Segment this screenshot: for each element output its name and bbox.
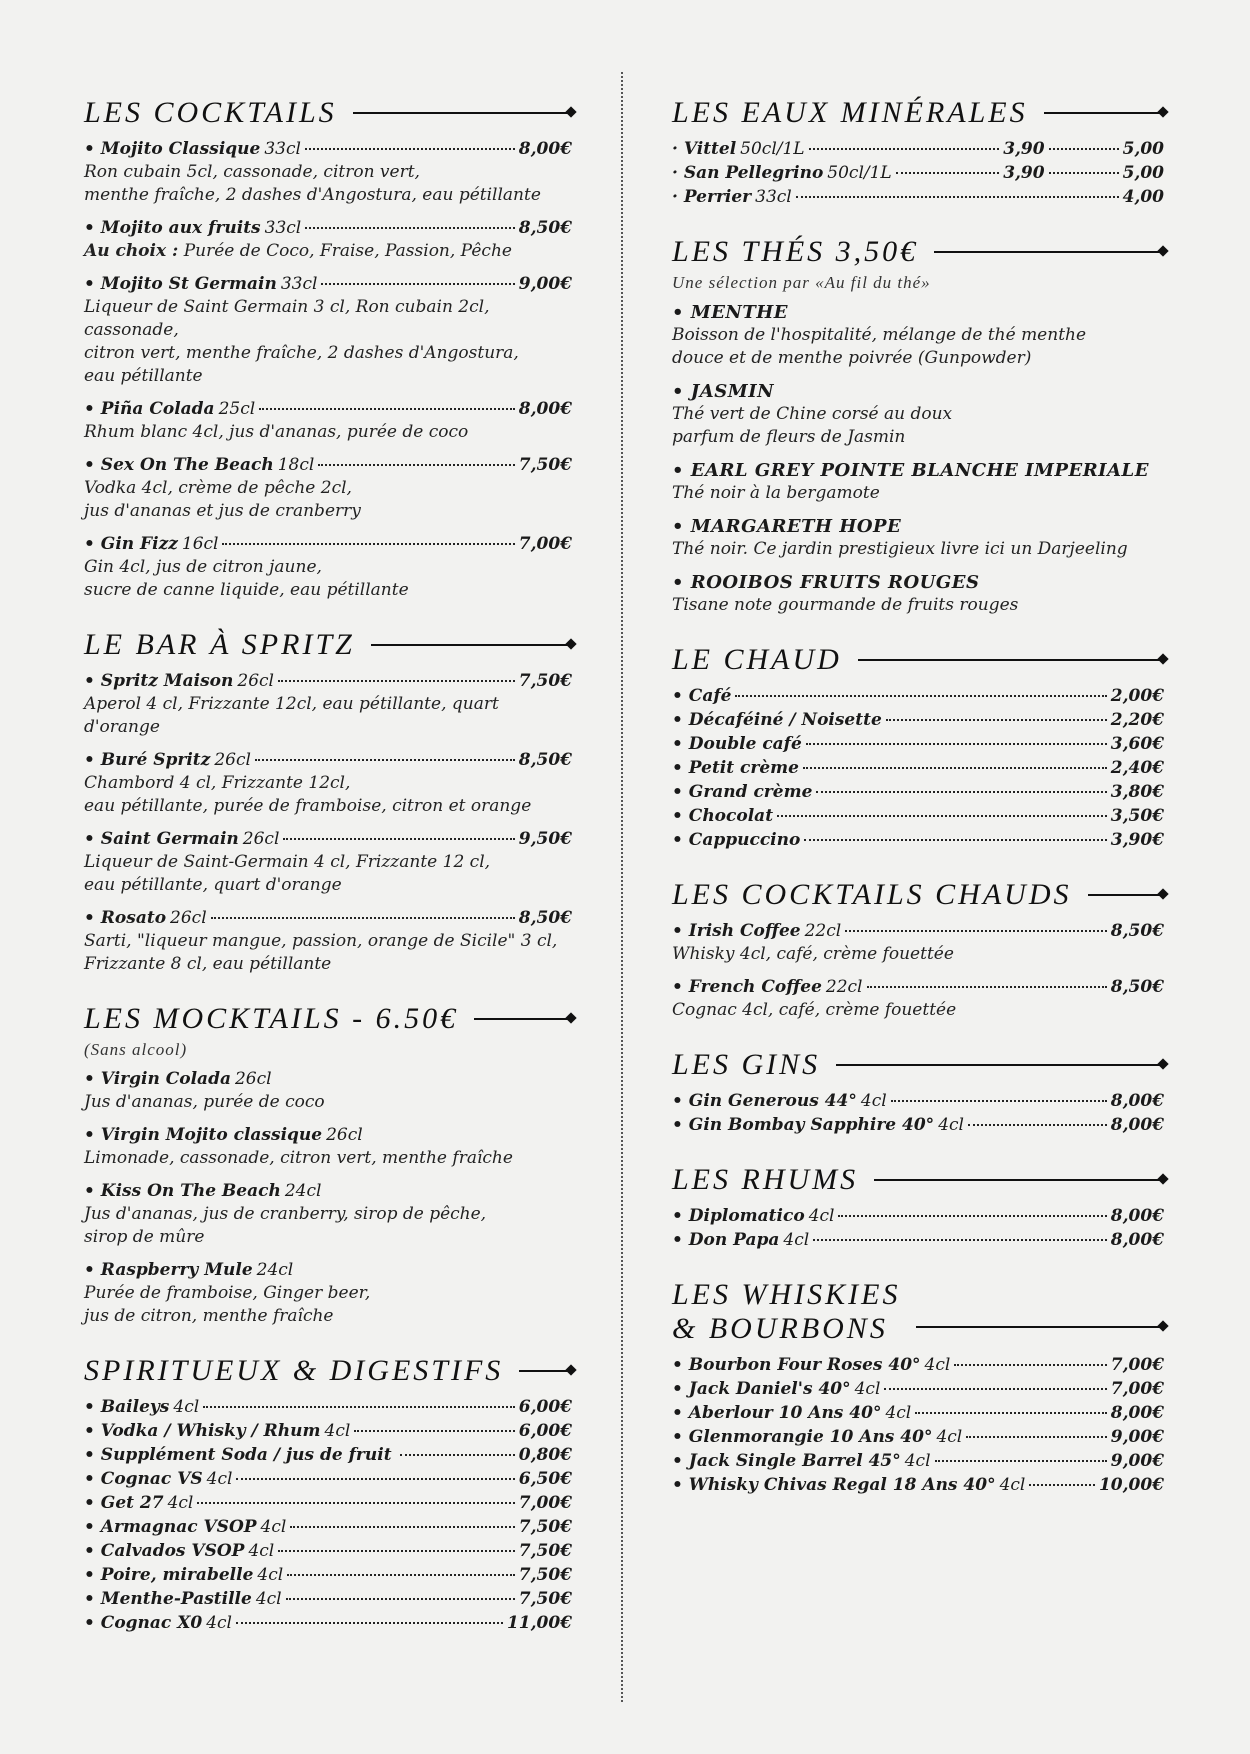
item-price: 9,50€	[518, 829, 572, 849]
section-cocktails-chauds	[672, 878, 1164, 1022]
item-price: 7,50€	[518, 455, 572, 475]
item-name: • Baileys	[84, 1396, 169, 1419]
section-header	[672, 1163, 1164, 1197]
item-price: 3,50€	[1110, 806, 1164, 826]
section-header	[84, 628, 572, 662]
item-price: 3,80€	[1110, 782, 1164, 802]
arrow-icon	[353, 112, 572, 114]
item-size: 4cl	[206, 1469, 233, 1489]
item-desc: Limonade, cassonade, citron vert, menthe fraîche	[84, 1148, 513, 1168]
menu-item	[84, 1124, 572, 1170]
item-price: 7,00€	[1110, 1379, 1164, 1399]
item-size: 4cl	[257, 1565, 284, 1585]
column-divider	[621, 72, 623, 1702]
menu-item	[672, 781, 1164, 804]
section-gins	[672, 1048, 1164, 1137]
item-price: 7,50€	[518, 1589, 572, 1609]
menu-item	[84, 1444, 572, 1467]
section-header	[672, 235, 1164, 269]
menu-item	[672, 138, 1164, 161]
section-thes	[672, 235, 1164, 617]
item-price: 6,00€	[518, 1397, 572, 1417]
item-name: • MARGARETH HOPE	[672, 515, 1164, 538]
item-size: 50cl/1L	[827, 163, 892, 183]
item-name: • Buré Spritz	[84, 749, 210, 772]
item-price: 8,00€	[518, 399, 572, 419]
item-name: • Cappuccino	[672, 829, 800, 852]
item-desc: Vodka 4cl, crème de pêche 2cl, jus d'ananas et jus de cranberry	[84, 478, 361, 521]
item-name: • Glenmorangie 10 Ans 40°	[672, 1426, 932, 1449]
section-title: LES EAUX MINÉRALES	[672, 96, 1028, 129]
item-name: • Don Papa	[672, 1229, 779, 1252]
item-size: 22cl	[825, 977, 863, 997]
menu-item	[672, 1426, 1164, 1449]
item-name: • Aberlour 10 Ans 40°	[672, 1402, 881, 1425]
menu-item	[672, 805, 1164, 828]
item-name: • Jack Single Barrel 45°	[672, 1450, 901, 1473]
menu-item	[672, 515, 1164, 561]
item-name: • Mojito aux fruits	[84, 217, 261, 240]
menu-item	[84, 828, 572, 897]
section-subtitle: Une sélection par «Au fil du thé»	[672, 273, 931, 292]
item-price: 7,50€	[518, 1541, 572, 1561]
item-name: • Diplomatico	[672, 1205, 805, 1228]
item-size: 26cl	[214, 750, 251, 770]
item-name: • Jack Daniel's 40°	[672, 1378, 851, 1401]
menu-item	[84, 138, 572, 207]
item-name: • Gin Fizz	[84, 533, 178, 556]
item-desc: Ron cubain 5cl, cassonade, citron vert, menthe fraîche, 2 dashes d'Angostura, eau pétillante	[84, 162, 541, 205]
right-column	[672, 96, 1164, 1523]
item-price: 7,50€	[518, 1517, 572, 1537]
item-price: 10,00€	[1098, 1475, 1164, 1495]
item-name: • Gin Bombay Sapphire 40°	[672, 1114, 934, 1137]
item-name: • Raspberry Mule	[84, 1259, 253, 1282]
item-desc-label: Au choix :	[84, 241, 179, 261]
item-size: 4cl	[206, 1613, 232, 1633]
menu-item	[672, 186, 1164, 209]
item-name: • Kiss On The Beach	[84, 1180, 281, 1203]
menu-item	[84, 1259, 572, 1328]
section-header	[672, 643, 1164, 677]
item-size: 33cl	[755, 187, 792, 207]
item-size: 4cl	[999, 1475, 1026, 1495]
item-desc: Thé vert de Chine corsé au doux parfum de fleurs de Jasmin	[672, 404, 953, 447]
menu-item	[672, 1114, 1164, 1137]
menu-item	[672, 829, 1164, 852]
item-price: 9,00€	[1110, 1451, 1164, 1471]
item-price: 6,00€	[518, 1421, 572, 1441]
item-price: 2,00€	[1110, 686, 1164, 706]
section-cocktails	[84, 96, 572, 602]
menu-item	[84, 1564, 572, 1587]
arrow-icon	[858, 659, 1164, 661]
section-title: LES THÉS 3,50€	[672, 235, 919, 268]
item-size: 4cl	[936, 1427, 963, 1447]
section-title: LE CHAUD	[672, 643, 842, 676]
item-name: • Chocolat	[672, 805, 773, 828]
item-name: · Perrier	[672, 186, 751, 209]
item-desc: Liqueur de Saint Germain 3 cl, Ron cubain 2cl, cassonade, citron vert, menthe fraîche, 2 dashes d'Angostura, eau pétillante	[84, 297, 519, 386]
item-name: • Whisky Chivas Regal 18 Ans 40°	[672, 1474, 996, 1497]
arrow-icon	[474, 1018, 572, 1020]
item-price: 8,00€	[1110, 1403, 1164, 1423]
item-size: 16cl	[181, 534, 219, 554]
item-name: • Get 27	[84, 1492, 164, 1515]
menu-item	[672, 1474, 1164, 1497]
item-name: • Virgin Colada	[84, 1068, 231, 1091]
item-size: 22cl	[804, 921, 842, 941]
menu-item	[672, 1229, 1164, 1252]
item-price: 2,20€	[1110, 710, 1164, 730]
arrow-icon	[836, 1064, 1164, 1066]
item-name: • Sex On The Beach	[84, 454, 274, 477]
menu-item	[84, 1588, 572, 1611]
item-price: 8,00€	[1110, 1206, 1164, 1226]
item-size: 4cl	[260, 1517, 287, 1537]
item-size: 26cl	[170, 908, 207, 928]
item-price: 9,00€	[1110, 1427, 1164, 1447]
item-desc: Thé noir. Ce jardin prestigieux livre ici un Darjeeling	[672, 539, 1128, 559]
item-name: • Grand crème	[672, 781, 812, 804]
menu-item	[84, 670, 572, 739]
item-size: 4cl	[255, 1589, 282, 1609]
item-price: 8,50€	[1110, 921, 1164, 941]
item-name: • MENTHE	[672, 301, 1164, 324]
item-size: 50cl/1L	[740, 139, 805, 159]
menu-item	[672, 1090, 1164, 1113]
item-desc: Sarti, "liqueur mangue, passion, orange de Sicile" 3 cl, Frizzante 8 cl, eau pétillante	[84, 931, 558, 974]
section-eaux	[672, 96, 1164, 209]
section-header	[84, 1354, 572, 1388]
menu-item	[84, 1420, 572, 1443]
item-desc: Whisky 4cl, café, crème fouettée	[672, 944, 954, 964]
item-name: • French Coffee	[672, 976, 822, 999]
item-size: 26cl	[234, 1069, 272, 1089]
item-name: • Cognac X0	[84, 1612, 202, 1635]
section-title: LE BAR À SPRITZ	[84, 628, 355, 661]
item-size: 4cl	[167, 1493, 194, 1513]
menu-item	[84, 1068, 572, 1114]
menu-item	[672, 571, 1164, 617]
item-name: • Spritz Maison	[84, 670, 233, 693]
arrow-icon	[1044, 112, 1164, 114]
section-header	[672, 878, 1164, 912]
item-price: 0,80€	[518, 1445, 572, 1465]
menu-item	[672, 1354, 1164, 1377]
menu-item	[84, 1540, 572, 1563]
item-size: 4cl	[885, 1403, 912, 1423]
item-size: 24cl	[256, 1260, 294, 1280]
menu-item	[84, 907, 572, 976]
item-size: 4cl	[808, 1206, 835, 1226]
item-name: • Cognac VS	[84, 1468, 203, 1491]
arrow-icon	[916, 1326, 1164, 1328]
item-price: 3,90	[1003, 139, 1045, 159]
arrow-icon	[874, 1179, 1164, 1181]
item-price: 9,00€	[518, 274, 572, 294]
item-size: 33cl	[264, 139, 301, 159]
section-header	[672, 1048, 1164, 1082]
item-desc: Liqueur de Saint-Germain 4 cl, Frizzante 12 cl, eau pétillante, quart d'orange	[84, 852, 491, 895]
section-title-line2: & BOURBONS	[672, 1312, 888, 1345]
menu-item	[84, 1468, 572, 1491]
item-name: • Bourbon Four Roses 40°	[672, 1354, 921, 1377]
item-size: 4cl	[173, 1397, 200, 1417]
item-size: 26cl	[326, 1125, 363, 1145]
item-size: 33cl	[264, 218, 302, 238]
item-name: • Vodka / Whisky / Rhum	[84, 1420, 321, 1443]
menu-item	[672, 1402, 1164, 1425]
item-size: 24cl	[284, 1181, 322, 1201]
section-title: LES COCKTAILS CHAUDS	[672, 878, 1072, 911]
item-price: 8,00€	[1110, 1115, 1164, 1135]
item-name: • Gin Generous 44°	[672, 1090, 857, 1113]
section-title: LES GINS	[672, 1048, 821, 1081]
item-desc: Gin 4cl, jus de citron jaune, sucre de canne liquide, eau pétillante	[84, 557, 409, 600]
item-price: 7,50€	[518, 1565, 572, 1585]
arrow-icon	[1088, 894, 1165, 896]
item-name: • Rosato	[84, 907, 166, 930]
item-price: 8,00€	[1110, 1230, 1164, 1250]
section-whiskies	[672, 1278, 1164, 1497]
menu-item	[84, 1492, 572, 1515]
item-price: 3,90€	[1110, 830, 1164, 850]
menu-item	[84, 273, 572, 388]
item-desc: Purée de Coco, Fraise, Passion, Pêche	[183, 241, 512, 261]
item-name: • Saint Germain	[84, 828, 239, 851]
item-name: • Mojito St Germain	[84, 273, 277, 296]
item-price: 7,50€	[518, 671, 572, 691]
item-price: 8,50€	[518, 908, 572, 928]
item-name: • Petit crème	[672, 757, 799, 780]
item-price: 8,00€	[1110, 1091, 1164, 1111]
item-name: · San Pellegrino	[672, 162, 823, 185]
menu-item	[84, 749, 572, 818]
item-size: 4cl	[248, 1541, 275, 1561]
item-price: 7,00€	[518, 1493, 572, 1513]
item-desc: Cognac 4cl, café, crème fouettée	[672, 1000, 957, 1020]
item-size: 18cl	[277, 455, 315, 475]
section-title-line1: LES WHISKIES	[672, 1278, 901, 1311]
item-price: 4,00	[1122, 187, 1164, 207]
section-header	[84, 96, 572, 130]
menu-item	[84, 454, 572, 523]
item-price: 8,00€	[518, 139, 572, 159]
section-header	[672, 1278, 1164, 1346]
item-name: • JASMIN	[672, 380, 1164, 403]
menu-item	[672, 380, 1164, 449]
menu-item	[672, 1450, 1164, 1473]
section-subtitle: (Sans alcool)	[84, 1040, 188, 1059]
left-column	[84, 96, 572, 1661]
section-mocktails	[84, 1002, 572, 1328]
section-title: LES RHUMS	[672, 1163, 859, 1196]
item-name: • ROOIBOS FRUITS ROUGES	[672, 571, 1164, 594]
menu-item	[84, 1180, 572, 1249]
menu-item	[84, 1396, 572, 1419]
item-name: • Armagnac VSOP	[84, 1516, 257, 1539]
menu-item	[672, 709, 1164, 732]
item-size: 4cl	[854, 1379, 881, 1399]
item-size: 4cl	[938, 1115, 964, 1135]
item-name: • Piña Colada	[84, 398, 215, 421]
item-price: 5,00	[1122, 139, 1164, 159]
item-size: 4cl	[924, 1355, 951, 1375]
section-chaud	[672, 643, 1164, 852]
section-title: LES COCKTAILS	[84, 96, 337, 129]
menu-item	[672, 757, 1164, 780]
section-header	[672, 96, 1164, 130]
item-name: • Poire, mirabelle	[84, 1564, 253, 1587]
item-name: • Supplément Soda / jus de fruit	[84, 1444, 392, 1467]
item-name: • EARL GREY POINTE BLANCHE IMPERIALE	[672, 459, 1164, 482]
item-size: 4cl	[324, 1421, 351, 1441]
item-size: 4cl	[860, 1091, 887, 1111]
item-name: • Menthe-Pastille	[84, 1588, 252, 1611]
section-title	[672, 1278, 900, 1346]
item-price: 8,50€	[518, 750, 572, 770]
item-size: 26cl	[237, 671, 274, 691]
item-name: • Calvados VSOP	[84, 1540, 244, 1563]
item-price: 8,50€	[1110, 977, 1164, 997]
item-name: • Mojito Classique	[84, 138, 260, 161]
menu-item	[672, 1378, 1164, 1401]
item-size: 33cl	[280, 274, 318, 294]
item-size: 4cl	[904, 1451, 931, 1471]
item-desc: Tisane note gourmande de fruits rouges	[672, 595, 1019, 615]
menu-item	[672, 920, 1164, 966]
item-price: 3,90	[1003, 163, 1045, 183]
menu-item	[672, 301, 1164, 370]
item-name: · Vittel	[672, 138, 736, 161]
section-header	[84, 1002, 572, 1036]
menu-item	[672, 1205, 1164, 1228]
menu-item	[672, 685, 1164, 708]
section-title: SPIRITUEUX & DIGESTIFS	[84, 1354, 504, 1387]
item-name: • Décaféiné / Noisette	[672, 709, 882, 732]
item-price: 3,60€	[1110, 734, 1164, 754]
menu-item	[84, 217, 572, 263]
section-spritz	[84, 628, 572, 976]
item-price: 2,40€	[1110, 758, 1164, 778]
item-desc: Chambord 4 cl, Frizzante 12cl, eau pétillante, purée de framboise, citron et orange	[84, 773, 532, 816]
menu-item	[84, 1612, 572, 1635]
menu-item	[84, 1516, 572, 1539]
arrow-icon	[934, 251, 1164, 253]
section-title: LES MOCKTAILS - 6.50€	[84, 1002, 459, 1035]
item-name: • Double café	[672, 733, 802, 756]
item-price: 5,00	[1122, 163, 1164, 183]
item-price: 8,50€	[518, 218, 572, 238]
arrow-icon	[371, 644, 572, 646]
item-price: 7,00€	[1110, 1355, 1164, 1375]
item-name: • Café	[672, 685, 731, 708]
item-size: 4cl	[783, 1230, 810, 1250]
menu-item	[84, 533, 572, 602]
item-desc: Boisson de l'hospitalité, mélange de thé menthe douce et de menthe poivrée (Gunpowder)	[672, 325, 1087, 368]
menu-item	[672, 459, 1164, 505]
arrow-icon	[519, 1370, 572, 1372]
item-desc: Rhum blanc 4cl, jus d'ananas, purée de coco	[84, 422, 469, 442]
item-name: • Irish Coffee	[672, 920, 801, 943]
item-size: 26cl	[242, 829, 280, 849]
item-desc: Thé noir à la bergamote	[672, 483, 880, 503]
item-desc: Jus d'ananas, purée de coco	[84, 1092, 325, 1112]
item-price: 11,00€	[506, 1613, 572, 1633]
item-desc: Jus d'ananas, jus de cranberry, sirop de pêche, sirop de mûre	[84, 1204, 487, 1247]
menu-item	[84, 398, 572, 444]
item-desc: Purée de framboise, Ginger beer, jus de citron, menthe fraîche	[84, 1283, 371, 1326]
item-price: 7,00€	[518, 534, 572, 554]
section-rhums	[672, 1163, 1164, 1252]
menu-item	[672, 976, 1164, 1022]
menu-item	[672, 733, 1164, 756]
item-name: • Virgin Mojito classique	[84, 1124, 322, 1147]
menu-item	[672, 162, 1164, 185]
item-desc: Aperol 4 cl, Frizzante 12cl, eau pétillante, quart d'orange	[84, 694, 499, 737]
section-spiritueux	[84, 1354, 572, 1635]
item-size: 25cl	[218, 399, 256, 419]
item-price: 6,50€	[518, 1469, 572, 1489]
